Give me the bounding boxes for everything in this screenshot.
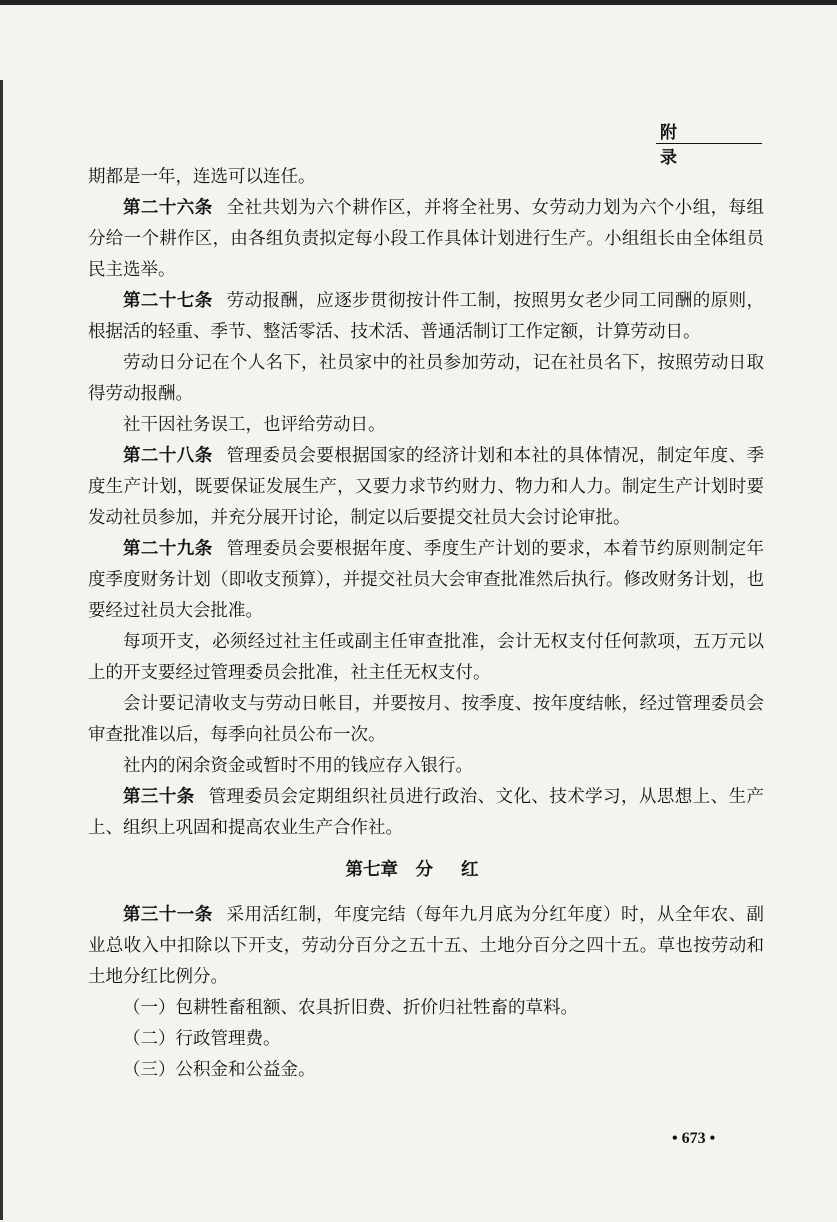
article-number: 第三十一条 (123, 905, 213, 925)
article-number: 第二十八条 (123, 446, 213, 466)
paragraph: 劳动日分记在个人名下，社员家中的社员参加劳动，记在社员名下，按照劳动日取得劳动报酬。 (88, 353, 764, 404)
article-number: 第二十九条 (123, 539, 213, 559)
paragraph: 期都是一年，连选可以连任。 (88, 167, 316, 187)
article-30: 第三十条 管理委员会定期组织社员进行政治、文化、技术学习，从思想上、生产上、组织上巩固和提高农业生产合作社。 (88, 787, 765, 838)
running-header: 附 录 (660, 123, 703, 168)
article-number: 第二十七条 (123, 291, 213, 311)
article-29: 第二十九条 管理委员会要根据年度、季度生产计划的要求，本着节约原则制定年度季度财务计划（即收支预算），并提交社员大会审查批准然后执行。修改财务计划，也要经过社员大会批准。 (88, 539, 765, 621)
chapter-heading (88, 855, 764, 886)
article-26: 第二十六条 全社共划为六个耕作区，并将全社男、女劳动力划为六个小组，每组分给一个耕作区，由各组负责拟定每小段工作具体计划进行生产。小组组长由全体组员民主选举。 (88, 198, 765, 280)
article-31: 第三十一条 采用活红制，年度完结（每年九月底为分红年度）时，从全年农、副业总收入中扣除以下开支，劳动分百分之五十五、土地分百分之四十五。草也按劳动和土地分红比例分。 (88, 905, 765, 987)
header-rule (656, 143, 762, 144)
paragraph: 会计要记清收支与劳动日帐目，并要按月、按季度、按年度结帐，经过管理委员会审查批准以后，每季向社员公布一次。 (88, 694, 764, 745)
page-number: • 673 • (672, 1130, 716, 1147)
page-body (88, 162, 764, 1086)
list-item: （二）行政管理费。 (123, 1029, 281, 1049)
scan-border-left (0, 80, 3, 1220)
scan-border-top (0, 0, 837, 5)
list-item: （三）公积金和公益金。 (123, 1060, 316, 1080)
article-number: 第二十六条 (123, 198, 213, 218)
paragraph: 社内的闲余资金或暂时不用的钱应存入银行。 (123, 756, 473, 776)
article-27: 第二十七条 劳动报酬，应逐步贯彻按计件工制，按照男女老少同工同酬的原则，根据活的轻重、季节、整活零活、技术活、普通活制订工作定额，计算劳动日。 (88, 291, 765, 342)
paragraph: 每项开支，必须经过社主任或副主任审查批准，会计无权支付任何款项，五万元以上的开支要经过管理委员会批准，社主任无权支付。 (88, 632, 764, 683)
chapter-number: 第七章 (345, 860, 398, 880)
article-number: 第三十条 (123, 787, 195, 807)
article-28: 第二十八条 管理委员会要根据国家的经济计划和本社的具体情况，制定年度、季度生产计划，既要保证发展生产，又要力求节约财力、物力和人力。制定生产计划时要发动社员参加，并充分展开讨论，制定以后要提交社员大会讨论审批。 (88, 446, 765, 528)
paragraph: 社干因社务误工，也评给劳动日。 (123, 415, 386, 435)
chapter-title: 分红 (415, 860, 507, 880)
list-item: （一）包耕牲畜租额、农具折旧费、折价归社牲畜的草料。 (123, 998, 578, 1018)
